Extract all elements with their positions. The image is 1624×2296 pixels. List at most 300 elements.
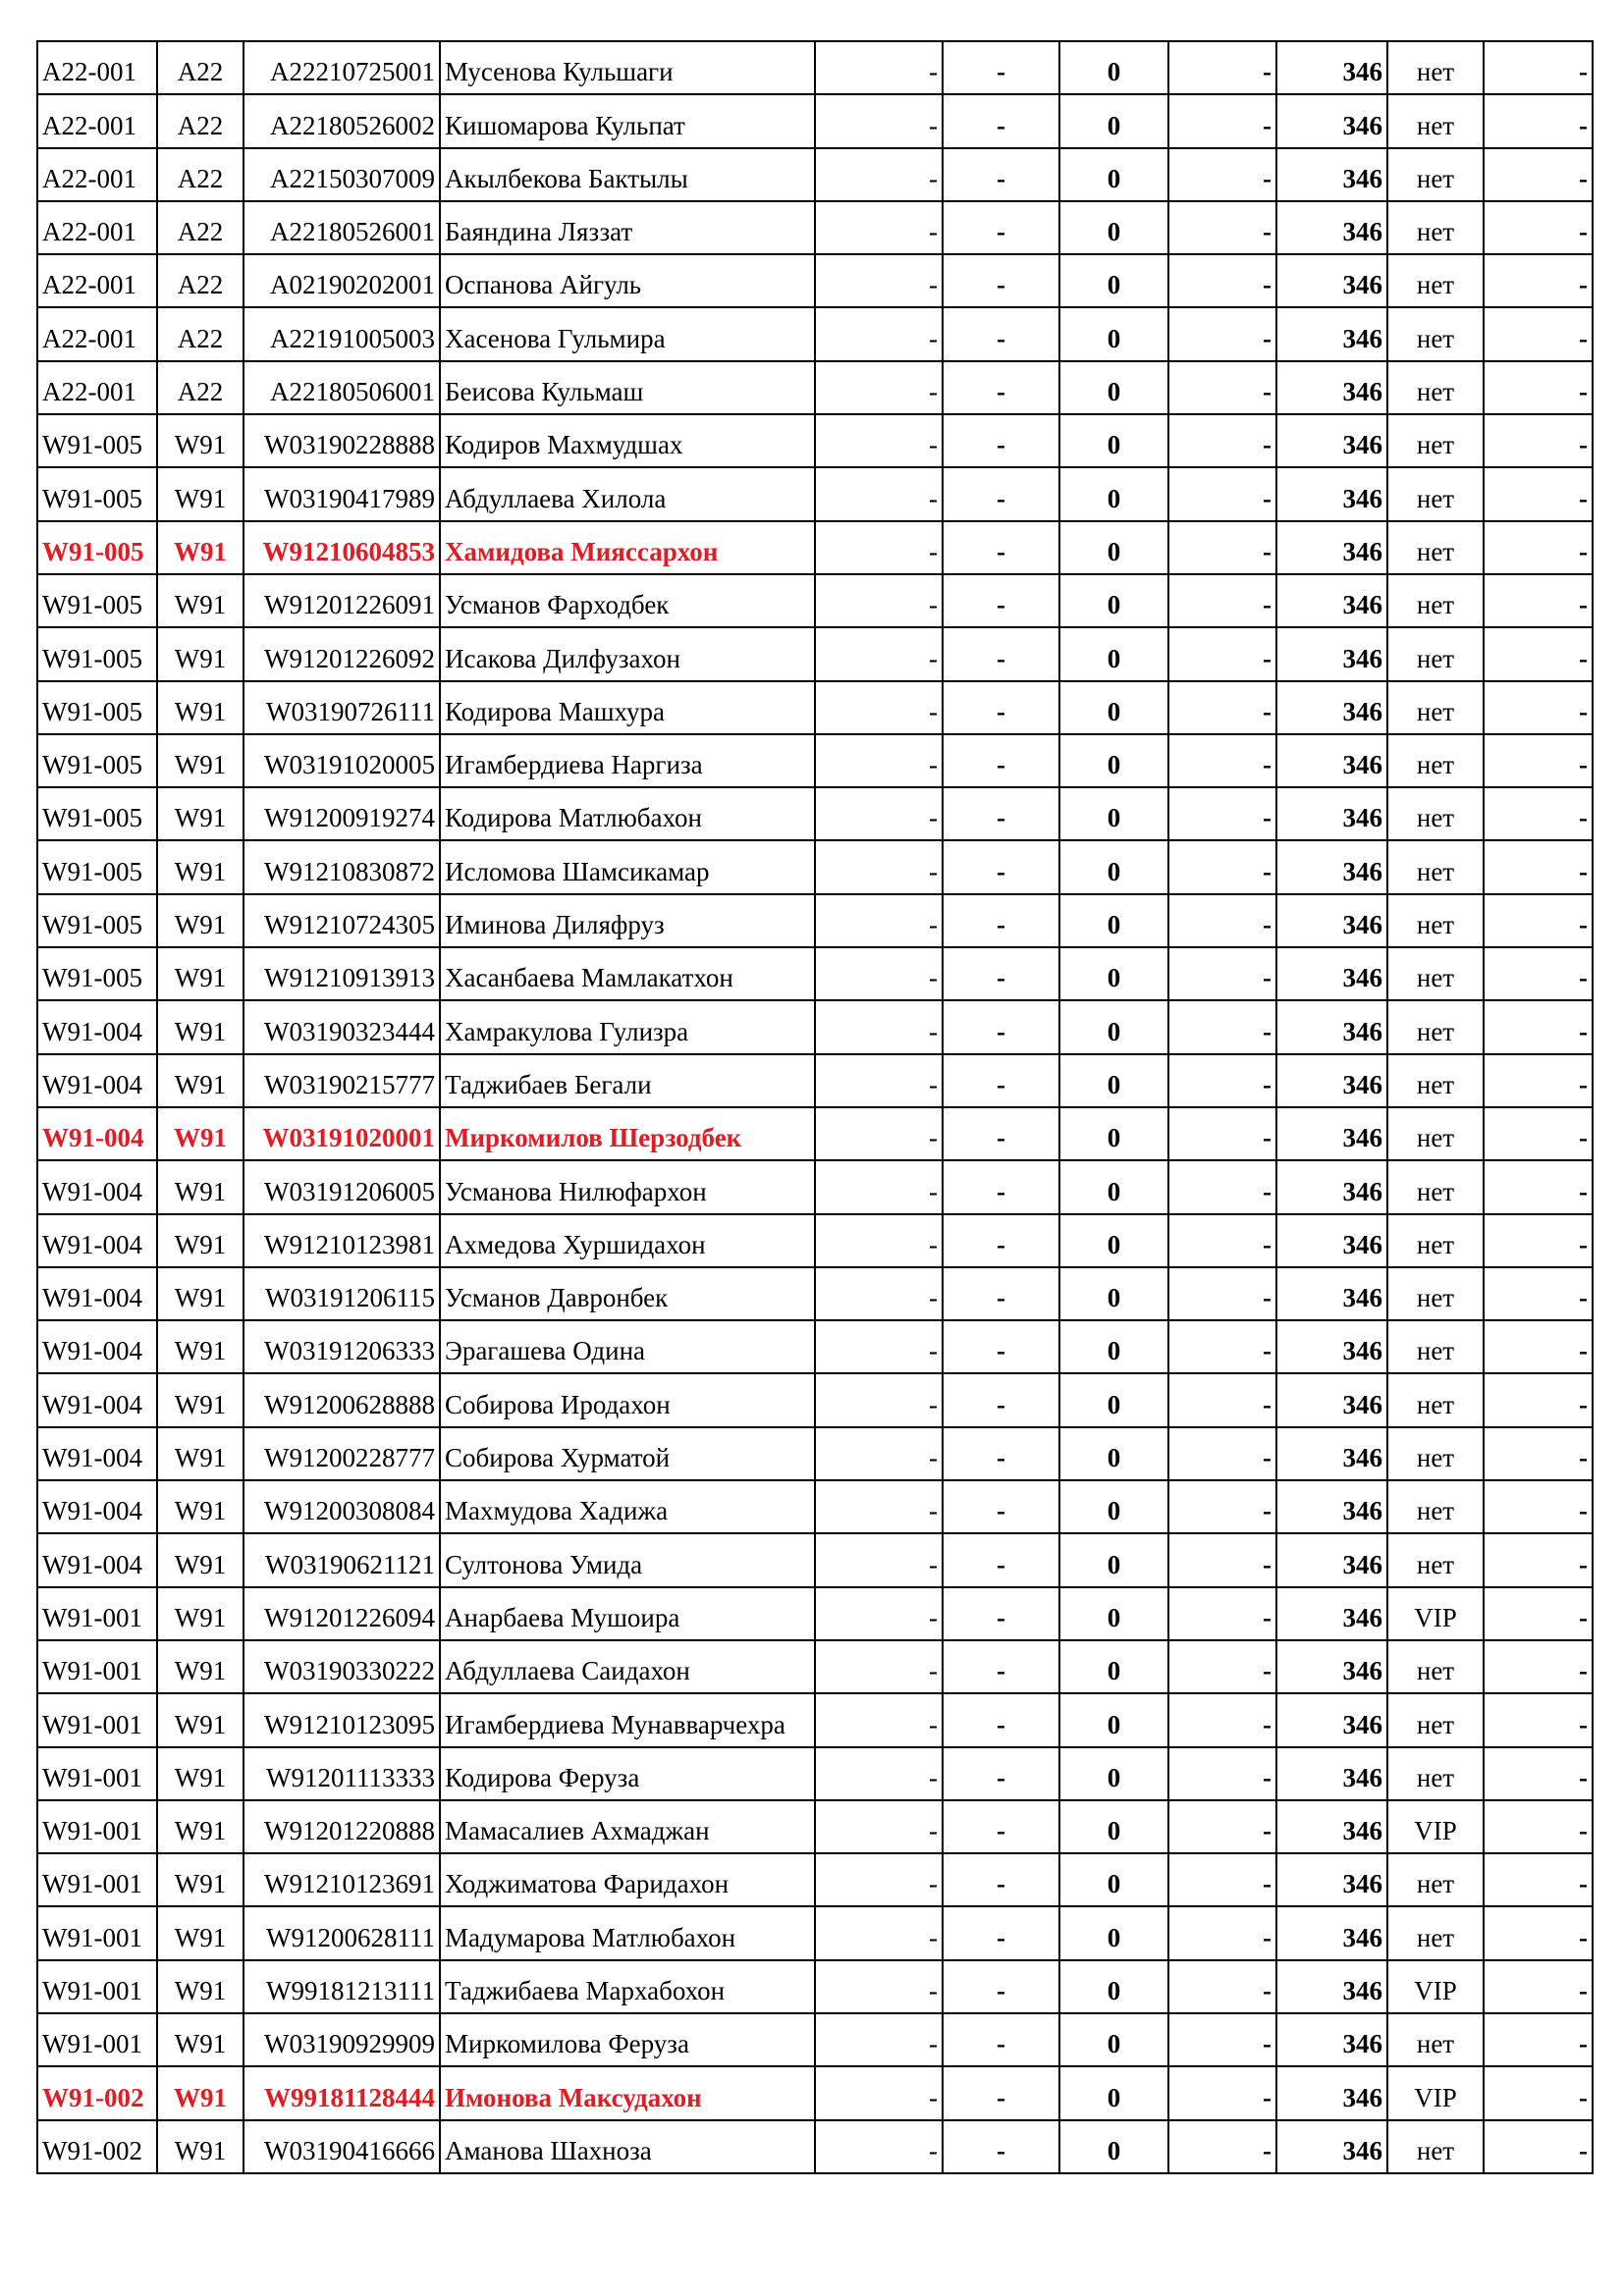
dash-cell: - (1484, 254, 1593, 307)
points-cell: 346 (1276, 1427, 1387, 1480)
group-cell: W91 (157, 1160, 244, 1213)
dash-cell: - (1484, 1214, 1593, 1267)
dash-cell: - (1168, 1107, 1276, 1160)
dash-cell: - (815, 521, 943, 574)
member-code-cell: A22-001 (37, 361, 157, 414)
dash-cell: - (943, 41, 1059, 94)
status-cell: VIP (1387, 1800, 1484, 1853)
status-cell: нет (1387, 414, 1484, 467)
dash-cell: - (815, 1107, 943, 1160)
member-code-cell: W91-004 (37, 1160, 157, 1213)
member-id-cell: A22210725001 (244, 41, 440, 94)
points-cell: 346 (1276, 787, 1387, 840)
dash-cell: - (943, 1693, 1059, 1746)
dash-cell: - (943, 1533, 1059, 1586)
status-cell: нет (1387, 1320, 1484, 1373)
status-cell: нет (1387, 1693, 1484, 1746)
table-row (37, 1906, 1593, 1959)
points-cell: 346 (1276, 1906, 1387, 1959)
status-cell: нет (1387, 521, 1484, 574)
member-code-cell: W91-004 (37, 1320, 157, 1373)
table-row (37, 201, 1593, 254)
member-name-cell: Абдуллаева Хилола (440, 467, 815, 520)
dash-cell: - (943, 307, 1059, 360)
status-cell: нет (1387, 1747, 1484, 1800)
member-id-cell: W91200228777 (244, 1427, 440, 1480)
dash-cell: - (815, 1267, 943, 1320)
dash-cell: - (1484, 148, 1593, 201)
status-cell: нет (1387, 787, 1484, 840)
table-row (37, 521, 1593, 574)
dash-cell: - (815, 1747, 943, 1800)
group-cell: W91 (157, 947, 244, 1000)
status-cell: нет (1387, 1640, 1484, 1693)
dash-cell: - (1168, 574, 1276, 627)
dash-cell: - (943, 574, 1059, 627)
dash-cell: - (1168, 734, 1276, 787)
member-code-cell: W91-004 (37, 1267, 157, 1320)
dash-cell: - (1484, 1480, 1593, 1533)
member-id-cell: W91200628111 (244, 1906, 440, 1959)
group-cell: A22 (157, 41, 244, 94)
count-cell: 0 (1059, 2120, 1168, 2173)
table-row (37, 148, 1593, 201)
table-row (37, 1267, 1593, 1320)
dash-cell: - (1484, 1533, 1593, 1586)
count-cell: 0 (1059, 361, 1168, 414)
member-id-cell: W03190416666 (244, 2120, 440, 2173)
group-cell: W91 (157, 1587, 244, 1640)
dash-cell: - (943, 521, 1059, 574)
group-cell: W91 (157, 627, 244, 680)
member-id-cell: A22150307009 (244, 148, 440, 201)
dash-cell: - (943, 1107, 1059, 1160)
dash-cell: - (815, 681, 943, 734)
member-id-cell: W99181128444 (244, 2066, 440, 2119)
dash-cell: - (1484, 2013, 1593, 2066)
dash-cell: - (1484, 1960, 1593, 2013)
status-cell: нет (1387, 574, 1484, 627)
member-name-cell: Акылбекова Бактылы (440, 148, 815, 201)
member-name-cell: Аманова Шахноза (440, 2120, 815, 2173)
member-code-cell: W91-004 (37, 1000, 157, 1053)
dash-cell: - (1168, 1960, 1276, 2013)
dash-cell: - (815, 787, 943, 840)
table-row (37, 627, 1593, 680)
member-id-cell: W91210123691 (244, 1853, 440, 1906)
count-cell: 0 (1059, 254, 1168, 307)
dash-cell: - (1168, 467, 1276, 520)
member-name-cell: Ходжиматова Фаридахон (440, 1853, 815, 1906)
group-cell: W91 (157, 1640, 244, 1693)
status-cell: нет (1387, 1427, 1484, 1480)
points-cell: 346 (1276, 467, 1387, 520)
dash-cell: - (1484, 467, 1593, 520)
dash-cell: - (943, 1480, 1059, 1533)
table-row (37, 41, 1593, 94)
status-cell: нет (1387, 1373, 1484, 1426)
dash-cell: - (1484, 1906, 1593, 1959)
table-row (37, 1373, 1593, 1426)
dash-cell: - (815, 2066, 943, 2119)
member-id-cell: W91201226094 (244, 1587, 440, 1640)
member-name-cell: Хамидова Мияссархон (440, 521, 815, 574)
dash-cell: - (1484, 1267, 1593, 1320)
dash-cell: - (1168, 1320, 1276, 1373)
dash-cell: - (1484, 1853, 1593, 1906)
member-id-cell: W91200919274 (244, 787, 440, 840)
group-cell: W91 (157, 1853, 244, 1906)
table-row (37, 414, 1593, 467)
status-cell: нет (1387, 840, 1484, 893)
member-code-cell: W91-001 (37, 1747, 157, 1800)
dash-cell: - (1168, 1267, 1276, 1320)
dash-cell: - (815, 1693, 943, 1746)
member-name-cell: Усманов Фарходбек (440, 574, 815, 627)
group-cell: W91 (157, 1107, 244, 1160)
member-name-cell: Игамбердиева Наргиза (440, 734, 815, 787)
dash-cell: - (815, 1480, 943, 1533)
dash-cell: - (1484, 894, 1593, 947)
status-cell: нет (1387, 1853, 1484, 1906)
member-code-cell: A22-001 (37, 307, 157, 360)
dash-cell: - (1168, 1427, 1276, 1480)
group-cell: W91 (157, 787, 244, 840)
dash-cell: - (1168, 1054, 1276, 1107)
group-cell: W91 (157, 2120, 244, 2173)
member-id-cell: W91200628888 (244, 1373, 440, 1426)
status-cell: нет (1387, 947, 1484, 1000)
dash-cell: - (943, 1000, 1059, 1053)
count-cell: 0 (1059, 201, 1168, 254)
dash-cell: - (1168, 201, 1276, 254)
dash-cell: - (815, 894, 943, 947)
dash-cell: - (815, 1160, 943, 1213)
group-cell: W91 (157, 1000, 244, 1053)
dash-cell: - (1168, 1533, 1276, 1586)
dash-cell: - (1168, 1373, 1276, 1426)
member-id-cell: A22180506001 (244, 361, 440, 414)
member-name-cell: Кодирова Матлюбахон (440, 787, 815, 840)
member-name-cell: Ахмедова Хуршидахон (440, 1214, 815, 1267)
count-cell: 0 (1059, 1107, 1168, 1160)
points-cell: 346 (1276, 1587, 1387, 1640)
dash-cell: - (943, 361, 1059, 414)
member-code-cell: W91-005 (37, 947, 157, 1000)
table-row (37, 681, 1593, 734)
points-cell: 346 (1276, 1640, 1387, 1693)
member-code-cell: W91-005 (37, 734, 157, 787)
member-code-cell: W91-005 (37, 574, 157, 627)
group-cell: W91 (157, 1693, 244, 1746)
count-cell: 0 (1059, 414, 1168, 467)
status-cell: нет (1387, 1533, 1484, 1586)
group-cell: W91 (157, 1320, 244, 1373)
points-cell: 346 (1276, 627, 1387, 680)
dash-cell: - (943, 1054, 1059, 1107)
count-cell: 0 (1059, 2013, 1168, 2066)
table-row (37, 1853, 1593, 1906)
member-code-cell: W91-004 (37, 1533, 157, 1586)
status-cell: нет (1387, 734, 1484, 787)
dash-cell: - (1484, 1800, 1593, 1853)
member-name-cell: Миркомилов Шерзодбек (440, 1107, 815, 1160)
dash-cell: - (1168, 1480, 1276, 1533)
member-id-cell: W91201113333 (244, 1747, 440, 1800)
status-cell: нет (1387, 307, 1484, 360)
dash-cell: - (943, 254, 1059, 307)
dash-cell: - (943, 1640, 1059, 1693)
status-cell: нет (1387, 1267, 1484, 1320)
table-row (37, 1160, 1593, 1213)
dash-cell: - (1168, 1214, 1276, 1267)
member-name-cell: Миркомилова Феруза (440, 2013, 815, 2066)
count-cell: 0 (1059, 1054, 1168, 1107)
group-cell: W91 (157, 1267, 244, 1320)
dash-cell: - (815, 2120, 943, 2173)
member-name-cell: Игамбердиева Мунавварчехра (440, 1693, 815, 1746)
dash-cell: - (815, 734, 943, 787)
group-cell: A22 (157, 148, 244, 201)
dash-cell: - (943, 1906, 1059, 1959)
member-code-cell: W91-001 (37, 1640, 157, 1693)
points-cell: 346 (1276, 1373, 1387, 1426)
table-row (37, 574, 1593, 627)
dash-cell: - (815, 1054, 943, 1107)
dash-cell: - (1484, 1320, 1593, 1373)
points-cell: 346 (1276, 1853, 1387, 1906)
count-cell: 0 (1059, 787, 1168, 840)
group-cell: W91 (157, 1054, 244, 1107)
dash-cell: - (815, 1427, 943, 1480)
count-cell: 0 (1059, 1373, 1168, 1426)
dash-cell: - (815, 1373, 943, 1426)
member-code-cell: W91-004 (37, 1107, 157, 1160)
points-cell: 346 (1276, 2013, 1387, 2066)
table-row (37, 307, 1593, 360)
points-cell: 346 (1276, 1480, 1387, 1533)
member-id-cell: W03191020001 (244, 1107, 440, 1160)
table-row (37, 840, 1593, 893)
dash-cell: - (1484, 2120, 1593, 2173)
dash-cell: - (1484, 1587, 1593, 1640)
table-row (37, 94, 1593, 147)
group-cell: A22 (157, 361, 244, 414)
table-row (37, 1640, 1593, 1693)
dash-cell: - (1168, 947, 1276, 1000)
table-row (37, 787, 1593, 840)
dash-cell: - (1168, 1640, 1276, 1693)
dash-cell: - (943, 947, 1059, 1000)
member-name-cell: Усманова Нилюфархон (440, 1160, 815, 1213)
member-code-cell: W91-005 (37, 467, 157, 520)
dash-cell: - (1168, 1160, 1276, 1213)
count-cell: 0 (1059, 307, 1168, 360)
count-cell: 0 (1059, 681, 1168, 734)
dash-cell: - (1484, 840, 1593, 893)
dash-cell: - (943, 2066, 1059, 2119)
dash-cell: - (943, 1160, 1059, 1213)
group-cell: A22 (157, 307, 244, 360)
member-id-cell: W91201226091 (244, 574, 440, 627)
group-cell: W91 (157, 1800, 244, 1853)
status-cell: нет (1387, 148, 1484, 201)
count-cell: 0 (1059, 1800, 1168, 1853)
group-cell: W91 (157, 681, 244, 734)
member-table (36, 40, 1594, 2174)
dash-cell: - (1484, 627, 1593, 680)
dash-cell: - (815, 1214, 943, 1267)
dash-cell: - (1168, 1747, 1276, 1800)
member-name-cell: Султонова Умида (440, 1533, 815, 1586)
member-id-cell: W03190323444 (244, 1000, 440, 1053)
status-cell: VIP (1387, 1960, 1484, 2013)
dash-cell: - (1168, 41, 1276, 94)
member-name-cell: Абдуллаева Саидахон (440, 1640, 815, 1693)
dash-cell: - (1168, 1906, 1276, 1959)
dash-cell: - (1484, 1160, 1593, 1213)
dash-cell: - (1168, 148, 1276, 201)
points-cell: 346 (1276, 2120, 1387, 2173)
member-name-cell: Оспанова Айгуль (440, 254, 815, 307)
member-name-cell: Беисова Кульмаш (440, 361, 815, 414)
member-name-cell: Иминова Диляфруз (440, 894, 815, 947)
table-row (37, 1480, 1593, 1533)
dash-cell: - (943, 1427, 1059, 1480)
dash-cell: - (815, 148, 943, 201)
dash-cell: - (1168, 681, 1276, 734)
group-cell: W91 (157, 521, 244, 574)
dash-cell: - (815, 627, 943, 680)
count-cell: 0 (1059, 1640, 1168, 1693)
dash-cell: - (943, 734, 1059, 787)
member-name-cell: Собирова Хурматой (440, 1427, 815, 1480)
member-name-cell: Кодирова Машхура (440, 681, 815, 734)
member-code-cell: W91-005 (37, 521, 157, 574)
points-cell: 346 (1276, 1214, 1387, 1267)
group-cell: W91 (157, 894, 244, 947)
member-name-cell: Мамасалиев Ахмаджан (440, 1800, 815, 1853)
dash-cell: - (1168, 894, 1276, 947)
dash-cell: - (1484, 1000, 1593, 1053)
count-cell: 0 (1059, 1587, 1168, 1640)
dash-cell: - (943, 1214, 1059, 1267)
dash-cell: - (815, 1800, 943, 1853)
member-id-cell: W03190417989 (244, 467, 440, 520)
dash-cell: - (1484, 1693, 1593, 1746)
status-cell: нет (1387, 94, 1484, 147)
member-code-cell: A22-001 (37, 94, 157, 147)
member-name-cell: Таджибаев Бегали (440, 1054, 815, 1107)
points-cell: 346 (1276, 947, 1387, 1000)
member-name-cell: Анарбаева Мушоира (440, 1587, 815, 1640)
count-cell: 0 (1059, 1320, 1168, 1373)
member-name-cell: Хасанбаева Мамлакатхон (440, 947, 815, 1000)
count-cell: 0 (1059, 1427, 1168, 1480)
member-id-cell: W03190621121 (244, 1533, 440, 1586)
points-cell: 346 (1276, 361, 1387, 414)
dash-cell: - (1484, 1640, 1593, 1693)
group-cell: W91 (157, 467, 244, 520)
table-row (37, 947, 1593, 1000)
points-cell: 346 (1276, 1320, 1387, 1373)
member-id-cell: W03191206005 (244, 1160, 440, 1213)
member-name-cell: Кишомарова Кульпат (440, 94, 815, 147)
dash-cell: - (1484, 361, 1593, 414)
table-row (37, 2120, 1593, 2173)
count-cell: 0 (1059, 1960, 1168, 2013)
dash-cell: - (943, 1320, 1059, 1373)
dash-cell: - (815, 414, 943, 467)
dash-cell: - (943, 840, 1059, 893)
count-cell: 0 (1059, 1906, 1168, 1959)
member-code-cell: A22-001 (37, 148, 157, 201)
dash-cell: - (815, 41, 943, 94)
points-cell: 346 (1276, 1000, 1387, 1053)
dash-cell: - (943, 681, 1059, 734)
group-cell: W91 (157, 840, 244, 893)
member-id-cell: A22191005003 (244, 307, 440, 360)
dash-cell: - (1168, 94, 1276, 147)
dash-cell: - (1484, 414, 1593, 467)
dash-cell: - (943, 1853, 1059, 1906)
points-cell: 346 (1276, 734, 1387, 787)
dash-cell: - (1168, 361, 1276, 414)
points-cell: 346 (1276, 254, 1387, 307)
member-code-cell: A22-001 (37, 201, 157, 254)
dash-cell: - (1484, 574, 1593, 627)
points-cell: 346 (1276, 681, 1387, 734)
member-code-cell: A22-001 (37, 254, 157, 307)
group-cell: W91 (157, 2013, 244, 2066)
dash-cell: - (815, 2013, 943, 2066)
member-id-cell: A22180526001 (244, 201, 440, 254)
member-id-cell: W91210123095 (244, 1693, 440, 1746)
dash-cell: - (943, 1587, 1059, 1640)
points-cell: 346 (1276, 148, 1387, 201)
table-row (37, 1587, 1593, 1640)
dash-cell: - (1484, 521, 1593, 574)
group-cell: W91 (157, 1906, 244, 1959)
member-name-cell: Собирова Иродахон (440, 1373, 815, 1426)
dash-cell: - (1168, 414, 1276, 467)
status-cell: нет (1387, 1906, 1484, 1959)
status-cell: нет (1387, 1000, 1484, 1053)
count-cell: 0 (1059, 1480, 1168, 1533)
status-cell: нет (1387, 1160, 1484, 1213)
table-row (37, 1533, 1593, 1586)
points-cell: 346 (1276, 1054, 1387, 1107)
dash-cell: - (815, 1960, 943, 2013)
dash-cell: - (943, 94, 1059, 147)
points-cell: 346 (1276, 201, 1387, 254)
member-id-cell: W91200308084 (244, 1480, 440, 1533)
dash-cell: - (815, 1320, 943, 1373)
group-cell: W91 (157, 1373, 244, 1426)
status-cell: нет (1387, 1107, 1484, 1160)
dash-cell: - (1484, 1427, 1593, 1480)
member-name-cell: Мадумарова Матлюбахон (440, 1906, 815, 1959)
dash-cell: - (943, 148, 1059, 201)
status-cell: нет (1387, 361, 1484, 414)
dash-cell: - (1168, 521, 1276, 574)
member-name-cell: Хамракулова Гулизра (440, 1000, 815, 1053)
points-cell: 346 (1276, 521, 1387, 574)
dash-cell: - (943, 2013, 1059, 2066)
points-cell: 346 (1276, 1800, 1387, 1853)
count-cell: 0 (1059, 94, 1168, 147)
dash-cell: - (1168, 2013, 1276, 2066)
